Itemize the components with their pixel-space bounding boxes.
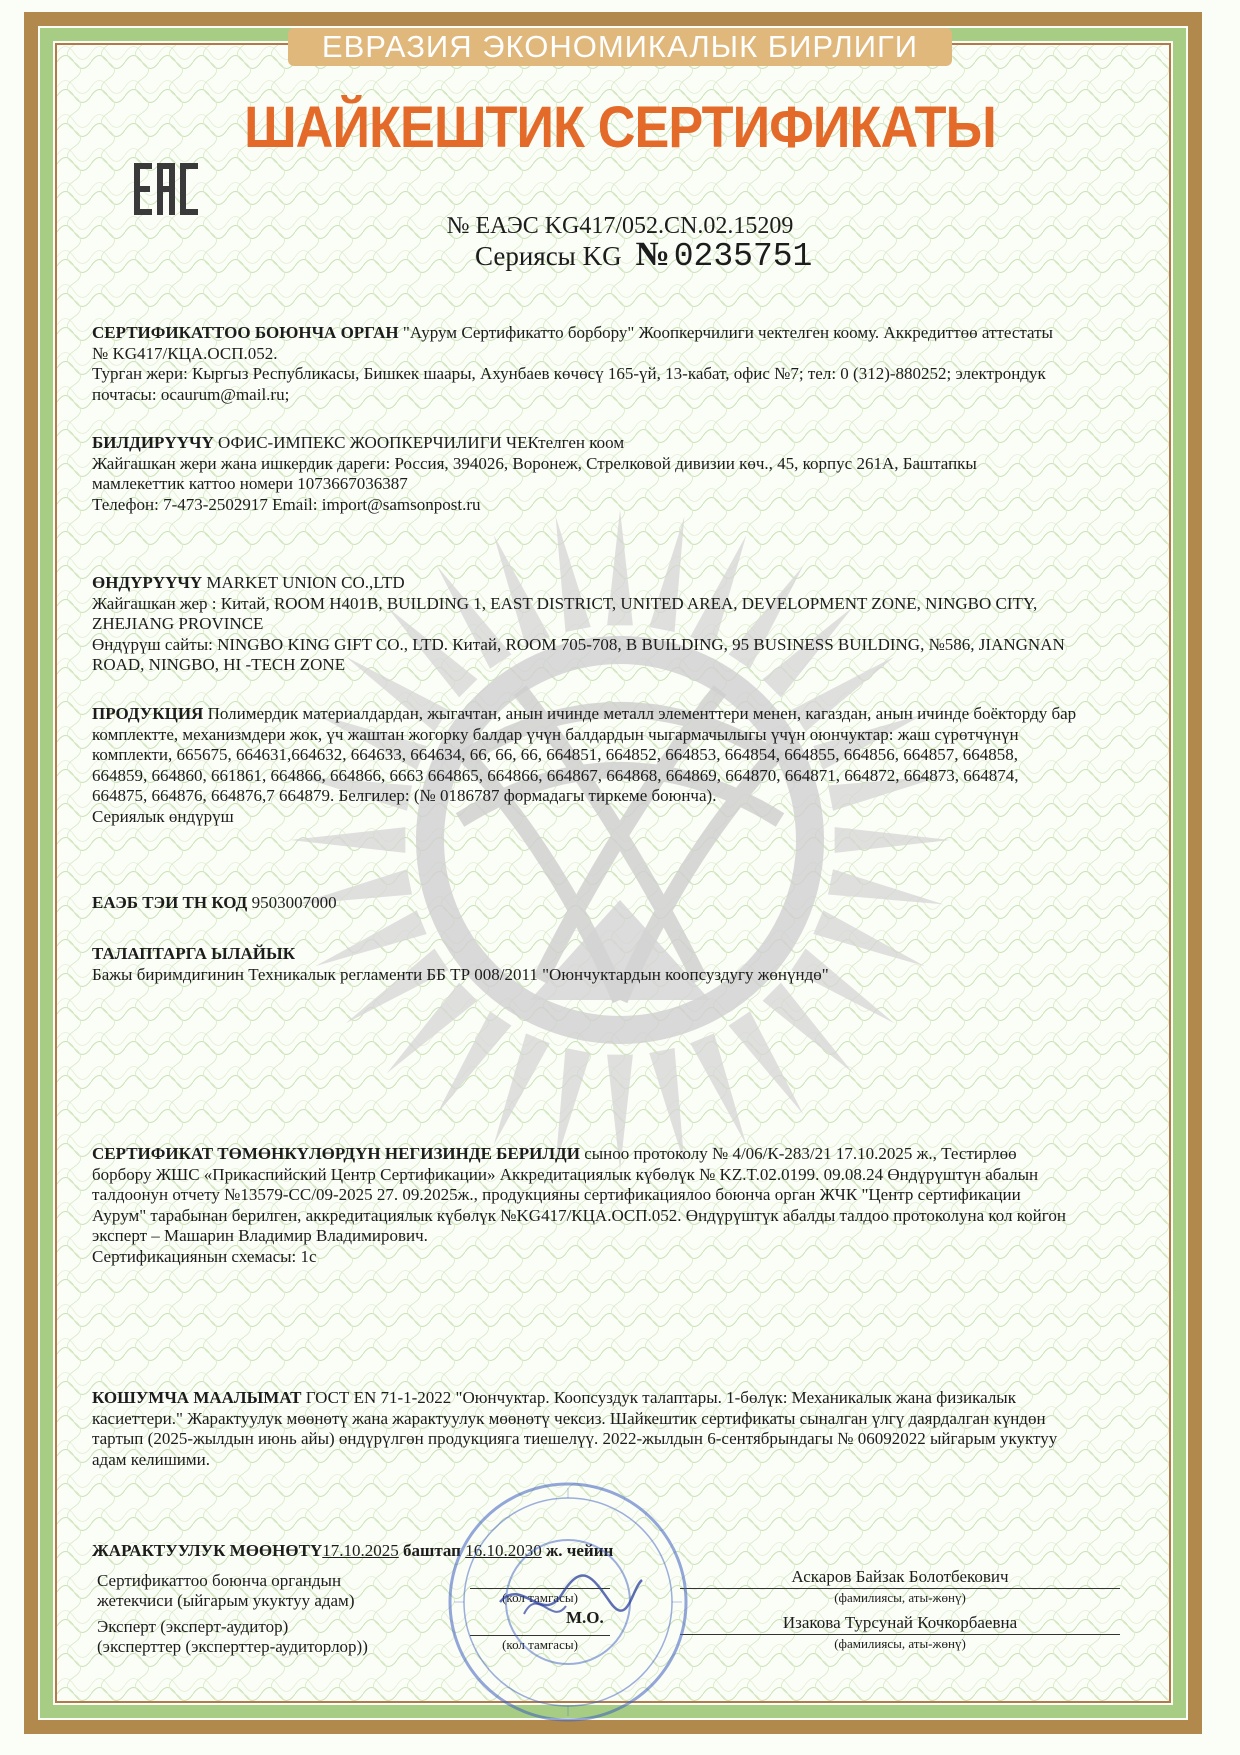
series-label: Сериясы KG [475, 241, 622, 271]
additional-line-2: касиеттери." Жарактуулук мөөнөтү жана жарактуулук мөөнөтү чексиз. Шайкештик сертификаты сыналган үлгү даярдалган күндөн [92, 1408, 1046, 1428]
expert-label-line-1: Эксперт (эксперт-аудитор) [97, 1617, 289, 1636]
product-line-1: Полимердик материалдардан, жыгачтан, анын ичинде металл элементтери менен, кагаздан, анын ичинде боёкторду бар [203, 704, 1077, 723]
product-section [92, 704, 1172, 827]
additional-line-4: адам келишими. [92, 1449, 211, 1469]
cert-body-address: Турган жери: Кыргыз Республикасы, Бишкек шаары, Ахунбаев көчөсү 165-үй, 13-кабат, офис №7; тел: 0 (312)-880252; электрондук [92, 364, 1046, 383]
applicant-contacts: Телефон: 7-473-2502917 Email: import@samsonpost.ru [92, 494, 481, 514]
manufacturer-section [92, 573, 1172, 676]
expert-signature-caption: (кол тамгасы) [502, 1637, 578, 1652]
expert-label-line-2: (эксперттер (эксперттер-аудиторлор)) [97, 1637, 368, 1656]
basis-line-5: эксперт – Машарин Владимир Владимирович. [92, 1226, 428, 1245]
expert-name-line [680, 1634, 1120, 1635]
conformity-regulation: Бажы биримдигинин Техникалык регламенти ББ ТР 008/2011 "Оюнчуктардын коопсуздугу жөнүндө" [92, 964, 829, 984]
expert-label [97, 1617, 368, 1657]
certificate-number: № ЕАЭС KG417/052.CN.02.15209 [446, 213, 794, 239]
sun-ray [387, 983, 478, 1074]
product-line-3: комплекти, 665675, 664631,664632, 664633, 664634, 66, 66, 66, 664851, 664852, 664853, 664854, 664855, 664856, 664857, 664858, [92, 745, 1019, 764]
manufacturer-name: MARKET UNION CO.,LTD [202, 573, 405, 592]
tnved-heading: ЕАЭБ ТЭИ ТН КОД [92, 893, 248, 912]
validity-from-date: 17.10.2025 [322, 1541, 399, 1560]
manufacturer-address: Жайгашкан жер : Китай, ROOM H401B, BUILDING 1, EAST DISTRICT, UNITED AREA, DEVELOPMENT ZONE, NINGBO CITY, [92, 593, 1038, 613]
additional-heading: КОШУМЧА МААЛЫМАТ [92, 1388, 302, 1407]
applicant-name: ОФИС-ИМПЕКС ЖООПКЕРЧИЛИГИ ЧЕКтелген коом [213, 433, 625, 452]
stamp-place-mark: М.О. [566, 1608, 604, 1627]
product-line-5: 664875, 664876, 664876,7 664879. Белгилер: (№ 0186787 формадагы тиркеме боюнча). [92, 786, 717, 805]
head-name-line [680, 1588, 1120, 1589]
applicant-heading: БИЛДИРҮҮЧҮ [92, 433, 214, 452]
manufacturer-site-cont: ROAD, NINGBO, HI -TECH ZONE [92, 655, 346, 674]
sun-ray [835, 827, 950, 853]
basis-line-4: Аурум" тарабынан берилген, аккредитациялык күбөлүк №KG417/КЦА.ОСП.052. Өндүрүштүк абалды талдоо протоколуна кол койгон [92, 1205, 1066, 1225]
series-line [475, 238, 812, 274]
validity-heading: ЖАРАКТУУЛУК МӨӨНӨТҮ [92, 1541, 323, 1560]
manufacturer-address-cont: ZHEJIANG PROVINCE [92, 614, 264, 633]
round-seal-stamp [442, 1476, 694, 1728]
additional-info-section [92, 1388, 1172, 1470]
head-signature-caption: (кол тамгасы) [502, 1590, 578, 1605]
sun-ray [290, 827, 405, 853]
series-number: 0235751 [673, 238, 813, 275]
head-label-line-1: Сертификаттоо боюнча органдын [97, 1571, 342, 1590]
validity-end: ж. чейин [541, 1541, 614, 1560]
head-name: Аскаров Байзак Болотбекович [791, 1567, 1009, 1586]
head-label-line-2: жетекчиси (ыйгарым укуктуу адам) [97, 1591, 355, 1610]
cert-body-heading: СЕРТИФИКАТТОО БОЮНЧА ОРГАН [92, 323, 399, 342]
manufacturer-site: Өндүрүш сайты: NINGBO KING GIFT CO., LTD. Китай, ROOM 705-708, B BUILDING, 95 BUSINESS BUILDING, №586, JIANGNAN [92, 634, 1065, 654]
cert-body-name: "Аурум Сертификатто борбору" Жоопкерчилиги чектелген коому. Аккредиттөө аттестаты [398, 323, 1053, 342]
manufacturer-heading: ӨНДҮРҮҮЧҮ [92, 573, 203, 592]
sun-ray [729, 1011, 804, 1114]
eac-mark-logo [132, 160, 206, 218]
union-title: ЕВРАЗИЯ ЭКОНОМИКАЛЫК БИРЛИГИ [321, 29, 919, 64]
basis-line-1: сыноо протоколу № 4/06/К-283/21 17.10.2025 ж., Тестирлөө [579, 1144, 1017, 1163]
additional-line-1: ГОСТ EN 71-1-2022 "Оюнчуктар. Коопсуздук талаптары. 1-бөлүк: Механикалык жана физикалык [301, 1388, 1016, 1407]
head-name-caption: (фамилиясы, аты-жөнү) [834, 1590, 966, 1605]
certification-scheme: Сертификациянын схемасы: 1с [92, 1246, 317, 1266]
additional-line-3: тартып (2025-жылдын июнь айы) өндүрүлгөн продукцияга тиешелүү. 2022-жылдын 6-сентябрындагы № 06092022 ыйгарым укуктуу [92, 1429, 1058, 1448]
sun-ray [763, 983, 854, 1074]
applicant-section [92, 433, 1172, 515]
basis-heading: СЕРТИФИКАТ ТӨМӨНКҮЛӨРДҮН НЕГИЗИНДЕ БЕРИЛДИ [92, 1144, 580, 1163]
expert-name-caption: (фамилиясы, аты-жөнү) [834, 1636, 966, 1651]
tnved-section [92, 893, 1172, 914]
head-label [97, 1571, 354, 1611]
product-serial: Сериялык өндүрүш [92, 806, 234, 826]
product-heading: ПРОДУКЦИЯ [92, 704, 204, 723]
tnved-code: 9503007000 [247, 893, 337, 912]
conformity-section [92, 944, 1172, 985]
validity-to-date: 16.10.2030 [465, 1541, 542, 1560]
cert-body-accreditation: № KG417/КЦА.ОСП.052. [92, 343, 278, 363]
product-line-2: комплектте, механизмдери жок, үч жаштан жогорку балдар үчүн балдардын чыгармачылыгы үчүн оюнчуктар: жаш сүрөтчүнүн [92, 724, 1019, 744]
cert-body-email: почтасы: ocaurum@mail.ru; [92, 384, 290, 404]
sun-ray [494, 1033, 550, 1145]
applicant-registration: мамлекеттик каттоо номери 1073667036387 [92, 474, 408, 493]
applicant-address: Жайгашкан жери жана ишкердик дареги: Россия, 394026, Воронеж, Стрелковой дивизии көч., 45, корпус 261А, Баштапкы [92, 453, 977, 473]
certification-body-section [92, 323, 1172, 405]
sun-ray [437, 1011, 512, 1114]
sun-ray [690, 1033, 746, 1145]
basis-section [92, 1144, 1172, 1267]
validity-mid: баштап [398, 1541, 466, 1560]
eurasian-union-band [288, 28, 952, 66]
product-line-4: 664859, 664860, 661861, 664866, 664866, 6663 664865, 664866, 664867, 664868, 664869, 664870, 664871, 664872, 664873, 664874, [92, 765, 1019, 785]
certificate-title: ШАЙКЕШТИК СЕРТИФИКАТЫ [244, 95, 996, 160]
conformity-heading: ТАЛАПТАРГА ЫЛАЙЫК [92, 944, 296, 963]
basis-line-3: талдоонун отчету №13579-СС/09-2025 27. 09.2025ж., продукцияны сертификациялоо боюнча орган ЖЧК "Центр сертификации [92, 1185, 1021, 1204]
series-number-sign: № [635, 236, 670, 273]
expert-name: Изакова Турсунай Кочкорбаевна [782, 1613, 1018, 1632]
basis-line-2: борбору ЖШС «Прикаспийский Центр Сертификации» Аккредитациялык күбөлүк № KZ.T.02.0199. 09.08.24 Өндүрүштүн абалын [92, 1164, 1039, 1184]
